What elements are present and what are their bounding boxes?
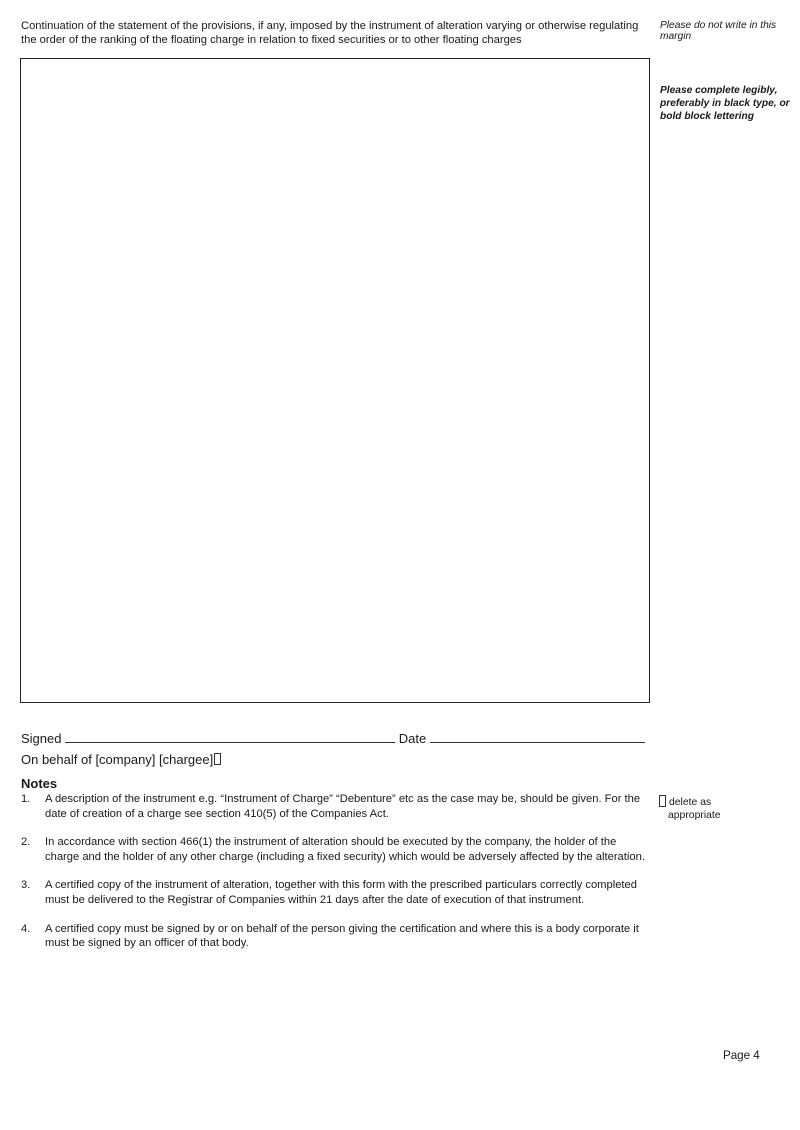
continuation-heading: Continuation of the statement of the provisions, if any, imposed by the instrument of alteration varying or otherwise regulating the order of the ranking of the floating charge in relation to fixed securities or to other floating charges	[21, 20, 639, 46]
margin-note-do-not-write: Please do not write in this margin	[660, 20, 777, 42]
notes-list	[21, 792, 651, 965]
on-behalf-label: On behalf of [company] [chargee]	[21, 752, 214, 767]
signature-line	[21, 730, 651, 747]
signature-field[interactable]	[65, 730, 395, 743]
date-field[interactable]	[430, 730, 645, 743]
signed-label: Signed	[21, 731, 62, 746]
note-item	[21, 878, 651, 907]
on-behalf-line	[21, 752, 221, 768]
date-label: Date	[398, 731, 427, 746]
page-number: Page 4	[723, 1049, 760, 1062]
note-number: 4.	[21, 922, 31, 935]
margin-note-complete-legibly: Please complete legibly, preferably in black type, or bold block lettering	[660, 85, 790, 122]
side-note-line2: appropriate	[668, 809, 721, 821]
delete-as-appropriate-note	[659, 795, 721, 822]
note-text: In accordance with section 466(1) the instrument of alteration should be executed by the company, the holder of the charge and the holder of any other charge (including a fixed security) which would be adversely affected by the alteration.	[45, 836, 645, 863]
note-number: 2.	[21, 836, 31, 849]
note-number: 1.	[21, 793, 31, 805]
note-item	[21, 835, 651, 864]
side-note-line1: delete as	[669, 797, 712, 808]
note-text: A certified copy must be signed by or on behalf of the person giving the certification and where this is a body corporate it must be signed by an officer of that body.	[45, 922, 639, 950]
note-number: 3.	[21, 879, 31, 892]
note-text: A certified copy of the instrument of alteration, together with this form with the prescribed particulars correctly completed must be delivered to the Registrar of Companies within 21 days after the date of execution of that instrument.	[45, 879, 637, 906]
note-text: A description of the instrument e.g. “Instrument of Charge” “Debenture” etc as the case may be, should be given. For the date of creation of a charge see section 410(5) of the Companies Act.	[45, 793, 641, 820]
statement-entry-box[interactable]	[20, 58, 650, 703]
footnote-marker-icon	[659, 795, 666, 807]
note-item	[21, 792, 651, 821]
footnote-marker-icon	[214, 753, 221, 765]
notes-heading: Notes	[21, 776, 58, 791]
note-item	[21, 922, 651, 951]
